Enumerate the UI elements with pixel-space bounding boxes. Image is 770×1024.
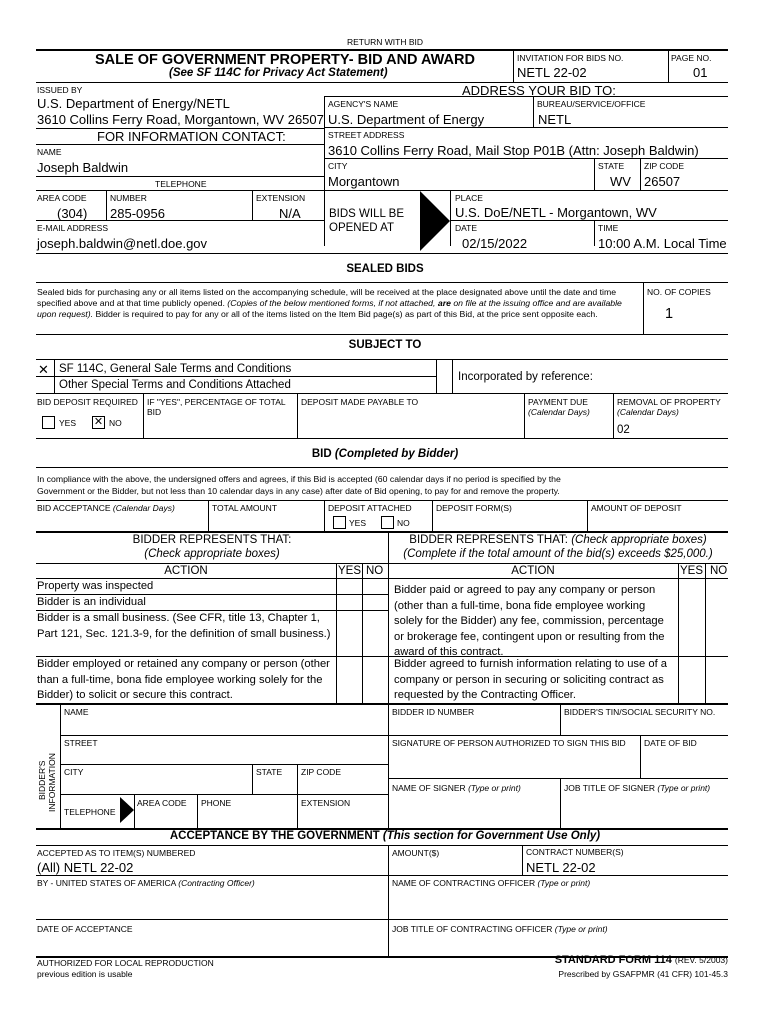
divider <box>452 359 453 393</box>
rep-left-no: NO <box>366 565 384 577</box>
deposit-required-label: BID DEPOSIT REQUIRED <box>37 397 138 407</box>
rule <box>36 82 728 83</box>
bid-acceptance-b: (Calendar Days) <box>112 503 175 513</box>
co-title-a: JOB TITLE OF CONTRACTING OFFICER <box>392 924 553 934</box>
form-subtitle: (See SF 114C for Privacy Act Statement) <box>169 67 388 79</box>
name-of-signer-a: NAME OF SIGNER <box>392 783 466 793</box>
divider <box>678 563 679 703</box>
issued-by-line1[interactable]: U.S. Department of Energy/NETL <box>37 96 230 111</box>
divider <box>208 500 209 531</box>
rep-left-sub: (Check appropriate boxes) <box>144 548 280 560</box>
city-value[interactable]: Morgantown <box>328 174 400 189</box>
divider <box>197 794 198 828</box>
by-usa-b: (Contracting Officer) <box>178 878 255 888</box>
co-title-label <box>392 924 608 934</box>
acceptance-heading-a: ACCEPTANCE BY THE GOVERNMENT <box>169 830 380 842</box>
bid-heading-b: (Completed by Bidder) <box>334 448 459 460</box>
rule <box>388 778 728 779</box>
city-label: CITY <box>328 161 348 171</box>
rule <box>388 563 728 564</box>
payment-due-label: PAYMENT DUE <box>528 397 588 407</box>
bidder-area-code-label: AREA CODE <box>137 798 187 808</box>
divider <box>297 794 298 828</box>
email-label: E-MAIL ADDRESS <box>37 223 109 233</box>
rep-left-heading: BIDDER REPRESENTS THAT: <box>132 534 292 546</box>
accepted-items-value[interactable]: (All) NETL 22-02 <box>37 860 134 875</box>
item1-check-mark[interactable]: ✕ <box>38 362 49 377</box>
divider <box>60 704 61 828</box>
acceptance-heading-b: (This section for Government Use Only) <box>382 830 601 842</box>
footer-form-rev: (REV. 5/2003) <box>674 955 728 965</box>
footer-form <box>420 954 728 966</box>
bid-acceptance-label <box>37 503 175 513</box>
rep-left-item-2: Bidder is an individual <box>37 596 146 608</box>
time-label: TIME <box>598 223 619 233</box>
signature-label: SIGNATURE OF PERSON AUTHORIZED TO SIGN THIS BID <box>392 738 626 748</box>
rule <box>36 531 728 533</box>
top-rule <box>36 49 728 51</box>
divider <box>524 393 525 438</box>
area-code-label: AREA CODE <box>37 193 87 203</box>
rule <box>36 500 728 501</box>
email-value[interactable]: joseph.baldwin@netl.doe.gov <box>37 236 208 251</box>
payment-due-sub: (Calendar Days) <box>528 407 590 417</box>
date-of-bid-label: DATE OF BID <box>644 738 697 748</box>
co-name-b: (Type or print) <box>537 878 591 888</box>
divider <box>513 50 514 82</box>
divider <box>388 845 389 956</box>
arrow-right-icon <box>420 191 450 251</box>
bidder-name-label: NAME <box>64 707 89 717</box>
removal-value[interactable]: 02 <box>617 424 630 436</box>
divider <box>640 158 641 190</box>
divider <box>324 96 325 246</box>
accepted-items-label: ACCEPTED AS TO ITEM(S) NUMBERED <box>37 848 196 858</box>
bidder-info-side-1: BIDDER'S <box>37 760 47 800</box>
divider <box>594 158 595 190</box>
rep-right-item-2: Bidder agreed to furnish information relating to use of a company or person in securing or soliciting contract as requested by the Contracting Officer. <box>394 658 668 702</box>
by-usa-label <box>37 878 255 888</box>
sealed-bids-text <box>37 287 640 320</box>
subject-item-1: SF 114C, General Sale Terms and Conditions <box>59 363 292 375</box>
rep-right-heading <box>388 534 728 546</box>
pct-label-2: BID <box>147 407 162 417</box>
subject-item-2: Other Special Terms and Conditions Attached <box>59 379 291 391</box>
bid-text-2: Government or the Bidder, but not less than 10 calendar days in any case) after date of Bid opening, to pay for and remove the property. <box>37 486 560 496</box>
telephone-label: TELEPHONE <box>155 179 207 189</box>
bids-opened-line1: BIDS WILL BE <box>329 208 404 220</box>
rule <box>36 253 728 254</box>
place-value[interactable]: U.S. DoE/NETL - Morgantown, WV <box>455 205 657 220</box>
attached-yes-checkbox[interactable] <box>333 516 346 529</box>
bid-acceptance-a: BID ACCEPTANCE <box>37 503 111 513</box>
date-acceptance-label: DATE OF ACCEPTANCE <box>37 924 133 934</box>
deposit-no-label: NO <box>109 418 122 428</box>
bidder-state-label: STATE <box>256 767 283 777</box>
by-usa-a: BY - UNITED STATES OF AMERICA <box>37 878 176 888</box>
subject-to-heading: SUBJECT TO <box>348 339 422 351</box>
name-label: NAME <box>37 147 62 157</box>
rep-right-no: NO <box>710 565 728 577</box>
sealed-bids-p5: Bidder is required to pay for any or all of the items listed on the Item Bid page(s) as part of this Bid, at the price sent opposite each. <box>95 309 598 319</box>
rep-right-yes: YES <box>680 565 704 577</box>
date-label: DATE <box>455 223 478 233</box>
bidder-extension-label: EXTENSION <box>301 798 351 808</box>
agency-label: AGENCY'S NAME <box>328 99 399 109</box>
divider <box>436 359 437 393</box>
divider <box>362 563 363 703</box>
total-amount-label: TOTAL AMOUNT <box>212 503 278 513</box>
rule <box>36 875 728 876</box>
rep-left-item-1: Property was inspected <box>37 580 154 592</box>
date-value[interactable]: 02/15/2022 <box>462 236 528 251</box>
rule <box>36 176 324 177</box>
rule <box>36 359 728 360</box>
footer-left-2: previous edition is usable <box>37 969 133 979</box>
issued-by-label: ISSUED BY <box>37 85 83 95</box>
co-name-a: NAME OF CONTRACTING OFFICER <box>392 878 536 888</box>
divider <box>522 845 523 875</box>
zip-value[interactable]: 26507 <box>644 174 681 189</box>
bid-heading-a: BID <box>311 448 332 460</box>
pct-label-1: IF "YES", PERCENTAGE OF TOTAL <box>147 397 286 407</box>
rule <box>324 127 728 128</box>
extension-value[interactable]: N/A <box>279 206 301 221</box>
divider <box>388 704 389 828</box>
bid-heading <box>0 448 770 460</box>
time-value[interactable]: 10:00 A.M. Local Time <box>598 236 727 251</box>
divider <box>252 190 253 220</box>
removal-label: REMOVAL OF PROPERTY <box>617 397 721 407</box>
number-label: NUMBER <box>110 193 147 203</box>
deposit-attached-label: DEPOSIT ATTACHED <box>328 503 412 513</box>
issued-by-line2[interactable]: 3610 Collins Ferry Road, Morgantown, WV 26507 <box>37 112 324 127</box>
bidder-city-label: CITY <box>64 767 84 777</box>
rule <box>36 282 728 283</box>
rule <box>388 578 728 579</box>
rule <box>450 220 728 221</box>
deposit-yes-label: YES <box>59 418 77 428</box>
bidder-id-label: BIDDER ID NUMBER <box>392 707 475 717</box>
sealed-bids-p2: (Copies of the below mentioned forms, if not attached, <box>227 298 436 308</box>
invitation-number[interactable]: NETL 22-02 <box>517 65 587 80</box>
name-of-signer-label <box>392 783 521 793</box>
arrow-right-icon <box>120 797 134 823</box>
co-name-label <box>392 878 590 888</box>
job-title-signer-a: JOB TITLE OF SIGNER <box>564 783 655 793</box>
rep-left-action: ACTION <box>164 565 208 577</box>
rule <box>36 845 728 846</box>
address-bid-to: ADDRESS YOUR BID TO: <box>462 83 616 98</box>
rule <box>60 764 388 765</box>
number-value[interactable]: 285-0956 <box>110 206 165 221</box>
rule <box>36 438 728 439</box>
divider <box>450 190 451 246</box>
divider <box>587 500 588 531</box>
rule <box>36 919 728 920</box>
rule <box>324 190 728 191</box>
for-info-contact: FOR INFORMATION CONTACT: <box>97 129 286 144</box>
bureau-value[interactable]: NETL <box>538 112 572 127</box>
bidder-phone-label: PHONE <box>201 798 232 808</box>
divider <box>252 764 253 794</box>
incorporated-by-reference: Incorporated by reference: <box>458 371 593 383</box>
divider <box>560 778 561 828</box>
divider <box>143 393 144 438</box>
footer-form-name: STANDARD FORM 114 <box>554 954 672 966</box>
divider <box>336 563 337 703</box>
rule <box>36 190 324 191</box>
street-label: STREET ADDRESS <box>328 130 405 140</box>
rule <box>36 467 728 468</box>
removal-sub: (Calendar Days) <box>617 407 679 417</box>
footer-prescribed: Prescribed by GSAFPMR (41 CFR) 101-45.3 <box>558 969 728 979</box>
rule <box>36 220 324 221</box>
copies-value[interactable]: 1 <box>665 306 674 322</box>
rule <box>36 334 728 335</box>
bidder-telephone-label: TELEPHONE <box>64 807 116 817</box>
rep-right-sub: (Complete if the total amount of the bid(s) exceeds $25,000.) <box>403 548 713 560</box>
contact-name[interactable]: Joseph Baldwin <box>37 160 129 175</box>
footer-left-1: AUTHORIZED FOR LOCAL REPRODUCTION <box>37 958 214 968</box>
rep-right-item-1: Bidder paid or agreed to pay any company or person (other than a full-time, bona fide employee working solely for the Bidder) any fee, commission, percentage or brokerage fee, contingent upon or resulting from the award of this contract. <box>394 584 665 659</box>
name-of-signer-b: (Type or print) <box>468 783 521 793</box>
job-title-signer-b: (Type or print) <box>657 783 711 793</box>
divider <box>106 190 107 220</box>
rep-left-item-4: Bidder employed or retained any company or person (other than a full-time, bona fide employee working solely for the Bidder) to solicit or secure this contract. <box>37 658 330 702</box>
divider <box>432 500 433 531</box>
divider <box>643 282 644 334</box>
divider <box>613 393 614 438</box>
bid-text-1: In compliance with the above, the undersigned offers and agrees, if this Bid is accepted (60 calendar days if no period is specified by the <box>37 474 561 484</box>
deposit-no-checkbox[interactable]: ✕ <box>93 416 104 428</box>
page-no-value[interactable]: 01 <box>693 65 708 80</box>
sealed-bids-p3: are <box>437 298 451 308</box>
attached-no-label: NO <box>397 518 410 528</box>
co-title-b: (Type or print) <box>554 924 608 934</box>
rule <box>60 794 388 795</box>
divider <box>533 96 534 127</box>
deposit-yes-checkbox[interactable] <box>42 416 55 429</box>
tin-label: BIDDER'S TIN/SOCIAL SECURITY NO. <box>564 707 716 717</box>
agency-value[interactable]: U.S. Department of Energy <box>328 112 485 127</box>
rep-left-yes: YES <box>338 565 362 577</box>
deposit-forms-label: DEPOSIT FORM(S) <box>436 503 512 513</box>
bidder-info-side-2: INFORMATION <box>47 753 57 812</box>
bureau-label: BUREAU/SERVICE/OFFICE <box>537 99 646 109</box>
state-value[interactable]: WV <box>610 174 631 189</box>
divider <box>560 704 561 735</box>
acceptance-heading <box>0 830 770 842</box>
attached-no-checkbox[interactable] <box>381 516 394 529</box>
bidder-zip-label: ZIP CODE <box>301 767 341 777</box>
rule <box>36 144 324 145</box>
place-label: PLACE <box>455 193 483 203</box>
copies-label: NO. OF COPIES <box>647 287 711 297</box>
amount-label: AMOUNT($) <box>392 848 440 858</box>
amount-deposit-label: AMOUNT OF DEPOSIT <box>591 503 682 513</box>
rule <box>324 158 728 159</box>
sealed-bids-heading: SEALED BIDS <box>346 263 424 275</box>
return-with-bid: RETURN WITH BID <box>346 37 424 47</box>
divider <box>134 794 135 828</box>
page-no-label: PAGE NO. <box>671 53 712 63</box>
divider <box>324 500 325 531</box>
rule <box>36 393 728 394</box>
rule <box>324 96 728 97</box>
divider <box>297 764 298 794</box>
divider <box>297 393 298 438</box>
area-code-value[interactable]: (304) <box>57 206 88 221</box>
deposit-payable-label: DEPOSIT MADE PAYABLE TO <box>301 397 419 407</box>
divider <box>640 735 641 778</box>
rep-right-action: ACTION <box>511 565 555 577</box>
rep-right-heading-b: (Check appropriate boxes) <box>571 534 707 546</box>
contract-number-value[interactable]: NETL 22-02 <box>526 860 596 875</box>
bidder-street-label: STREET <box>64 738 98 748</box>
rule <box>60 735 728 736</box>
rep-right-heading-a: BIDDER REPRESENTS THAT: <box>409 534 568 546</box>
invitation-label: INVITATION FOR BIDS NO. <box>517 53 624 63</box>
form-title: SALE OF GOVERNMENT PROPERTY- BID AND AWARD <box>95 52 475 68</box>
sealed-bids-p4: on file at the issuing office and are available upon request). <box>37 298 622 319</box>
contract-number-label: CONTRACT NUMBER(S) <box>526 847 624 857</box>
zip-label: ZIP CODE <box>644 161 684 171</box>
extension-label: EXTENSION <box>256 193 306 203</box>
job-title-signer-label <box>564 783 710 793</box>
sealed-bids-p1: Sealed bids for purchasing any or all items listed on the accompanying schedule, will be received at the place designated above until the date and time specified above and at that time publicly opened. <box>37 287 617 308</box>
divider <box>705 563 706 703</box>
rule <box>36 376 436 377</box>
rep-left-item-3: Bidder is a small business. (See CFR, title 13, Chapter 1, Part 121, Sec. 121.3-9, for the definition of small business.) <box>37 612 331 640</box>
rule <box>36 703 728 705</box>
street-value[interactable]: 3610 Collins Ferry Road, Mail Stop P01B (Attn: Joseph Baldwin) <box>328 143 699 158</box>
attached-yes-label: YES <box>349 518 367 528</box>
bids-opened-line2: OPENED AT <box>329 222 394 234</box>
divider <box>594 220 595 246</box>
state-label: STATE <box>598 161 625 171</box>
divider <box>668 50 669 82</box>
